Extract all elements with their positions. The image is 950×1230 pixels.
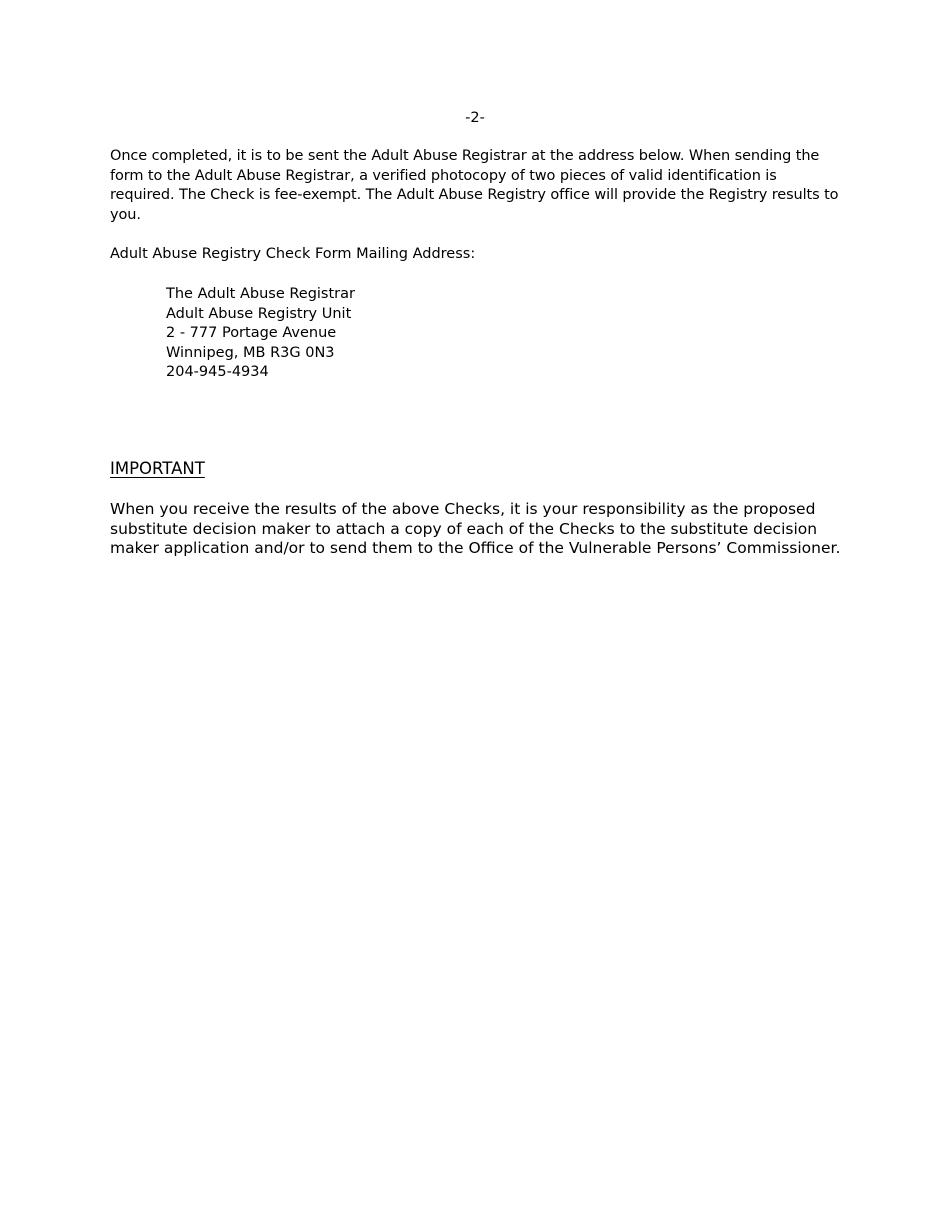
important-section — [110, 500, 850, 559]
address-recipient: The Adult Abuse Registrar — [166, 286, 355, 302]
address-street: 2 - 777 Portage Avenue — [166, 325, 337, 342]
address-city-postal: Winnipeg, MB R3G 0N3 — [166, 344, 335, 361]
important-paragraph: When you receive the results of the above Checks, it is your responsibility as the proposed substitute decision maker to attach a copy of each of the Checks to the substitute decision maker application and/or to send them to the Office of the Vulnerable Persons’ Commissioner. — [110, 500, 841, 558]
address-phone: 204-945-4934 — [166, 364, 269, 381]
important-heading: IMPORTANT — [110, 459, 205, 478]
mailing-address-block — [166, 285, 355, 383]
mailing-address-heading: Adult Abuse Registry Check Form Mailing Address: — [110, 246, 476, 262]
intro-section — [110, 147, 845, 226]
intro-paragraph: Once completed, it is to be sent the Adult Abuse Registrar at the address below. When sending the form to the Adult Abuse Registrar, a verified photocopy of two pieces of valid identification is required. The Check is fee-exempt. The Adult Abuse Registry office will provide the Registry results to you. — [110, 148, 839, 224]
address-unit: Adult Abuse Registry Unit — [166, 305, 352, 322]
page-number: -2- — [465, 110, 485, 126]
